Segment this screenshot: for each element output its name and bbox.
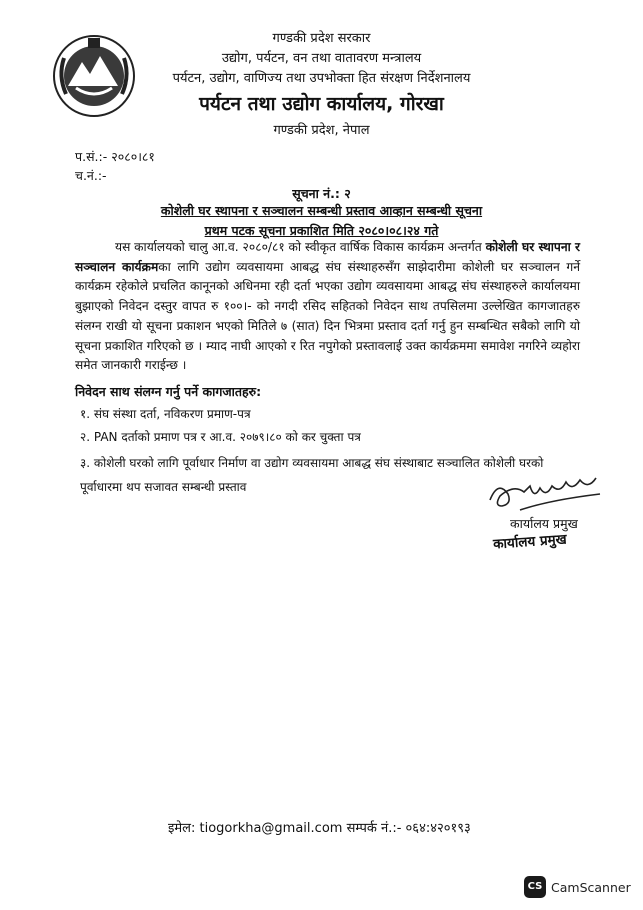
notice-subject: कोशेली घर स्थापना र सञ्चालन सम्बन्धी प्रस्ताव आव्हान सम्बन्धी सूचना xyxy=(160,203,483,218)
publication-date: प्रथम पटक सूचना प्रकाशित मिति २०८०।०८।२४ गते xyxy=(204,223,439,238)
body-highlight: कोशेली घर स्थापना र सञ्चालन कार्यक्रम xyxy=(75,240,581,274)
contact-info: इमेल: tiogorkha@gmail.com सम्पर्क नं.:- ०६४:४२०१९३ xyxy=(168,821,471,836)
government-name: गण्डकी प्रदेश सरकार xyxy=(272,31,371,46)
camscanner-logo-icon: CS xyxy=(524,876,546,898)
document-item: ३. कोशेली घरको लागि पूर्वाधार निर्माण वा उद्योग व्यवसायमा आबद्ध संघ संस्थाबाट सञ्चालित कोशेली घरको पूर्वाधारमा थप सजावत सम्बन्धी प्रस्ताव xyxy=(80,456,544,494)
body-text-start: यस कार्यालयको चालु आ.व. २०८०/८१ को स्वीकृत वार्षिक विकास कार्यक्रम अन्तर्गत xyxy=(115,240,486,254)
directorate-name: पर्यटन, उद्योग, वाणिज्य तथा उपभोक्ता हित संरक्षण निर्देशनालय xyxy=(172,71,471,86)
reference-number: प.सं.:- २०८०।८१ xyxy=(75,149,155,164)
document-item: १. संघ संस्था दर्ता, नविकरण प्रमाण-पत्र xyxy=(80,407,251,421)
signatory-title: कार्यालय प्रमुख xyxy=(510,516,578,531)
camscanner-watermark: CamScanner xyxy=(551,880,631,895)
documents-heading: निवेदन साथ संलग्न गर्नु पर्ने कागजातहरु: xyxy=(75,384,262,399)
office-name: पर्यटन तथा उद्योग कार्यालय, गोरखा xyxy=(199,93,444,115)
office-location: गण्डकी प्रदेश, नेपाल xyxy=(273,123,370,138)
notice-number: सूचना नं.: २ xyxy=(292,186,351,201)
dispatch-number: च.नं.:- xyxy=(75,168,107,183)
notice-body xyxy=(75,238,580,376)
ministry-name: उद्योग, पर्यटन, वन तथा वातावरण मन्त्रालय xyxy=(221,51,422,66)
office-head-stamp: कार्यालय प्रमुख xyxy=(492,531,568,553)
body-text-rest: का लागि उद्योग व्यवसायमा आबद्ध संघ संस्थाहरुसँग साझेदारीमा कोशेली घर सञ्चालन गर्ने कार्यक्रम रहेकोले प्रचलित कानूनको अधिनमा रही दर्ता भएका उद्योग व्यवसायमा आबद्ध संघ संस्थाहरुले कार्यालयमा बुझाएको निवेदन दस्तुर वापत रु १००।- को नगदी रसिद सहितको निवेदन साथ तपसिलमा उल्लेखित कागजातहरु संलग्न राखी यो सूचना प्रकाशन भएको मितिले ७ (सात) दिन भित्रमा प्रस्ताव दर्ता गर्नु हुन सम्बन्धित सबैको लागि यो सूचना प्रकाशित गरिएको छ । म्याद नाघी आएको र रित नपुगेको प्रस्तावलाई उक्त कार्यक्रममा समावेश नगरिने व्यहोरा समेत जानकारी गराईन्छ । xyxy=(75,259,580,373)
document-item: २. PAN दर्ताको प्रमाण पत्र र आ.व. २०७९।८० को कर चुक्ता पत्र xyxy=(80,430,361,444)
